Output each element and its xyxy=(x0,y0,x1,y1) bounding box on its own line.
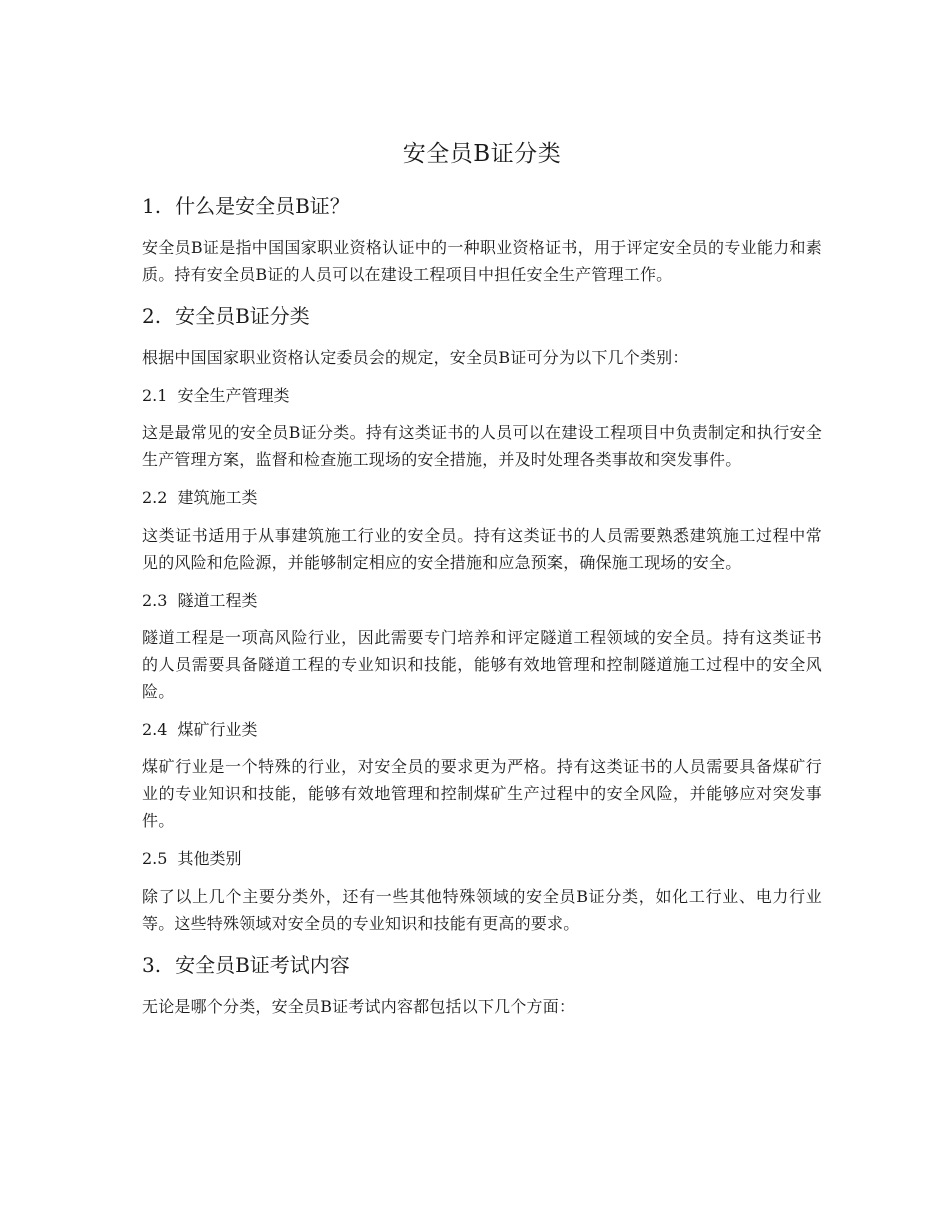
section-title: 安全员B证考试内容 xyxy=(175,952,350,977)
section-heading-3 xyxy=(142,951,822,979)
subsection-title: 煤矿行业类 xyxy=(177,720,258,740)
section-number: 3. xyxy=(142,952,162,977)
paragraph: 隧道工程是一项高风险行业，因此需要专门培养和评定隧道工程领域的安全员。持有这类证书的人员需要具备隧道工程的专业知识和技能，能够有效地管理和控制隧道施工过程中的安全风险。 xyxy=(142,628,822,702)
subsection-heading-2-5 xyxy=(142,848,822,870)
document-title: 安全员B证分类 xyxy=(402,141,562,167)
paragraph: 除了以上几个主要分类外，还有一些其他特殊领域的安全员B证分类，如化工行业、电力行业等。这些特殊领域对安全员的专业知识和技能有更高的要求。 xyxy=(142,886,822,933)
section-number: 1. xyxy=(142,193,162,218)
document-page xyxy=(142,140,822,1034)
subsection-heading-2-3 xyxy=(142,590,822,612)
section-title: 什么是安全员B证？ xyxy=(175,193,350,218)
paragraph: 无论是哪个分类，安全员B证考试内容都包括以下几个方面： xyxy=(142,996,576,1016)
subsection-heading-2-2 xyxy=(142,487,822,509)
paragraph: 煤矿行业是一个特殊的行业，对安全员的要求更为严格。持有这类证书的人员需要具备煤矿行业的专业知识和技能，能够有效地管理和控制煤矿生产过程中的安全风险，并能够应对突发事件。 xyxy=(142,757,822,831)
paragraph: 安全员B证是指中国国家职业资格认证中的一种职业资格证书，用于评定安全员的专业能力和素质。持有安全员B证的人员可以在建设工程项目中担任安全生产管理工作。 xyxy=(142,237,822,284)
subsection-title: 安全生产管理类 xyxy=(177,385,290,405)
subsection-heading-2-1 xyxy=(142,385,822,407)
paragraph: 根据中国国家职业资格认定委员会的规定，安全员B证可分为以下几个类别： xyxy=(142,347,689,367)
subsection-title: 隧道工程类 xyxy=(177,590,258,610)
section-title: 安全员B证分类 xyxy=(175,303,310,328)
subsection-number: 2.3 xyxy=(142,590,168,610)
paragraph: 这是最常见的安全员B证分类。持有这类证书的人员可以在建设工程项目中负责制定和执行安全生产管理方案，监督和检查施工现场的安全措施，并及时处理各类事故和突发事件。 xyxy=(142,423,822,470)
section-number: 2. xyxy=(142,303,162,328)
subsection-number: 2.5 xyxy=(142,849,168,869)
subsection-heading-2-4 xyxy=(142,719,822,741)
subsection-number: 2.1 xyxy=(142,385,168,405)
subsection-number: 2.4 xyxy=(142,720,168,740)
section-heading-2 xyxy=(142,302,822,330)
subsection-title: 其他类别 xyxy=(177,849,242,869)
section-heading-1 xyxy=(142,192,822,220)
paragraph: 这类证书适用于从事建筑施工行业的安全员。持有这类证书的人员需要熟悉建筑施工过程中常见的风险和危险源，并能够制定相应的安全措施和应急预案，确保施工现场的安全。 xyxy=(142,525,822,572)
subsection-number: 2.2 xyxy=(142,488,168,508)
subsection-title: 建筑施工类 xyxy=(177,488,258,508)
